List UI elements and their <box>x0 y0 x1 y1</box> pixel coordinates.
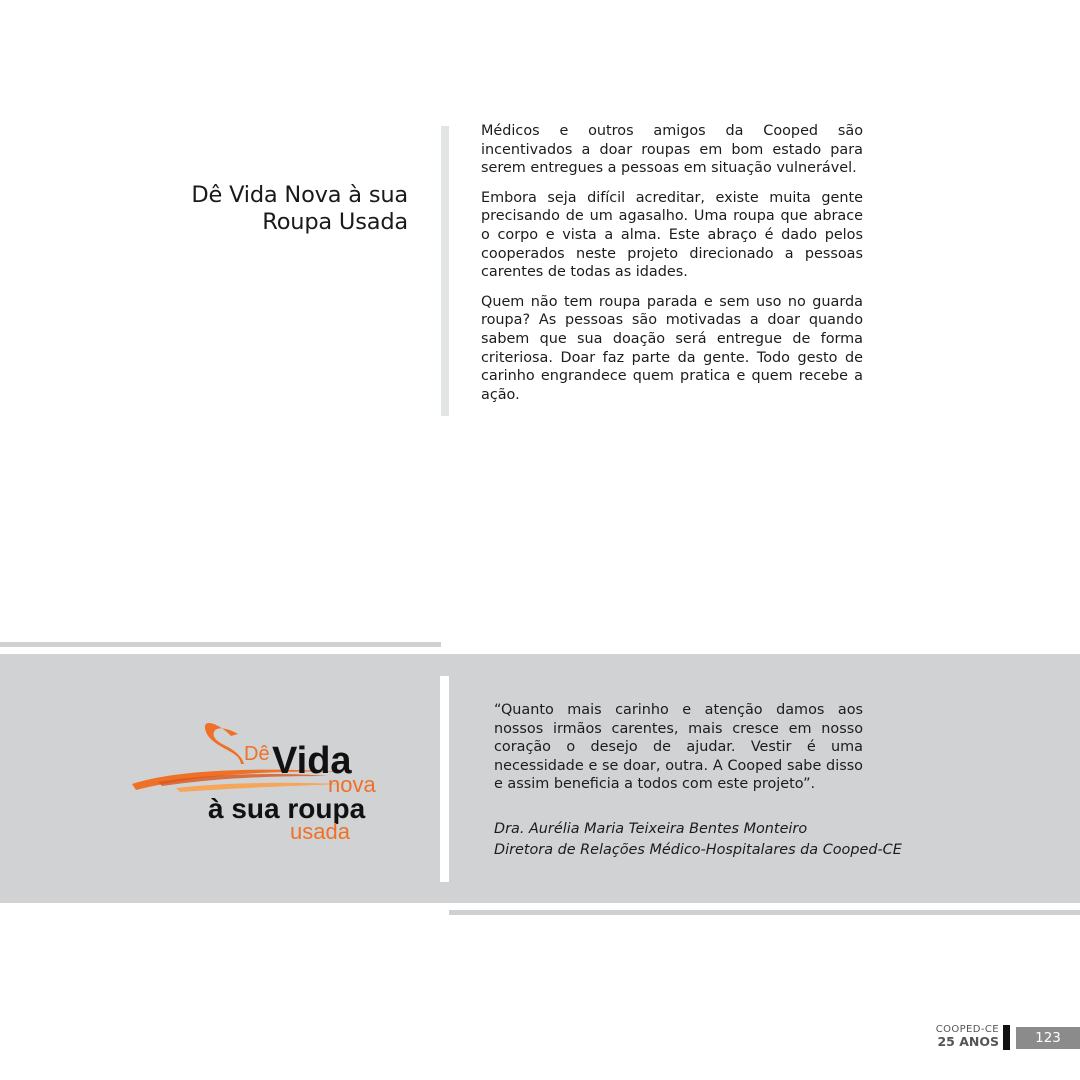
author-name: Dra. Aurélia Maria Teixeira Bentes Monteiro <box>494 821 808 837</box>
logo-word-vida: Vida <box>272 740 352 782</box>
section-title-line2: Roupa Usada <box>262 209 408 235</box>
vertical-divider-top <box>441 126 449 416</box>
author-role: Diretora de Relações Médico-Hospitalares da Cooped-CE <box>494 842 902 858</box>
footer-separator <box>1003 1025 1010 1050</box>
logo-word-de: Dê <box>244 743 270 765</box>
logo-line-sua-roupa: à sua roupa <box>208 793 366 824</box>
quote-author <box>494 819 954 861</box>
horizontal-rule-bottom <box>449 910 1080 915</box>
footer-brand-name: COOPED-CE <box>935 1024 999 1035</box>
logo-hook-shape <box>205 723 244 764</box>
footer-brand-anniversary: 25 ANOS <box>937 1034 999 1049</box>
footer-brand <box>936 1024 999 1048</box>
vertical-divider-band <box>440 676 449 882</box>
section-title <box>150 182 408 236</box>
logo-swoosh-light <box>176 783 344 792</box>
horizontal-rule-top <box>0 642 441 647</box>
body-paragraph: Médicos e outros amigos da Cooped são incentivados a doar roupas em bom estado para serem entregues a pessoas em situação vulnerável. <box>481 123 863 177</box>
body-text <box>481 122 863 415</box>
body-paragraph: Embora seja difícil acreditar, existe muita gente precisando de um agasalho. Uma roupa que abrace o corpo e vista a alma. Este abraço é dado pelos cooperados neste projeto direcionado a pessoas carentes de todas as idades. <box>481 189 863 281</box>
logo-word-nova: nova <box>328 772 376 797</box>
testimonial-quote: “Quanto mais carinho e atenção damos aos nossos irmãos carentes, mais cresce em nosso coração o desejo de ajudar. Vestir é uma necessidade e se doar, outra. A Cooped sabe disso e assim beneficia a todos com este projeto”. <box>494 702 863 793</box>
logo-word-usada: usada <box>290 819 350 844</box>
section-title-line1: Dê Vida Nova à sua <box>191 182 408 208</box>
body-paragraph: Quem não tem roupa parada e sem uso no guarda roupa? As pessoas são motivadas a doar quando sabem que sua doação será entregue de forma criteriosa. Doar faz parte da gente. Todo gesto de carinho engrandece quem pratica e quem recebe a ação. <box>481 293 863 403</box>
page-number: 123 <box>1016 1027 1080 1049</box>
project-logo <box>128 712 408 852</box>
